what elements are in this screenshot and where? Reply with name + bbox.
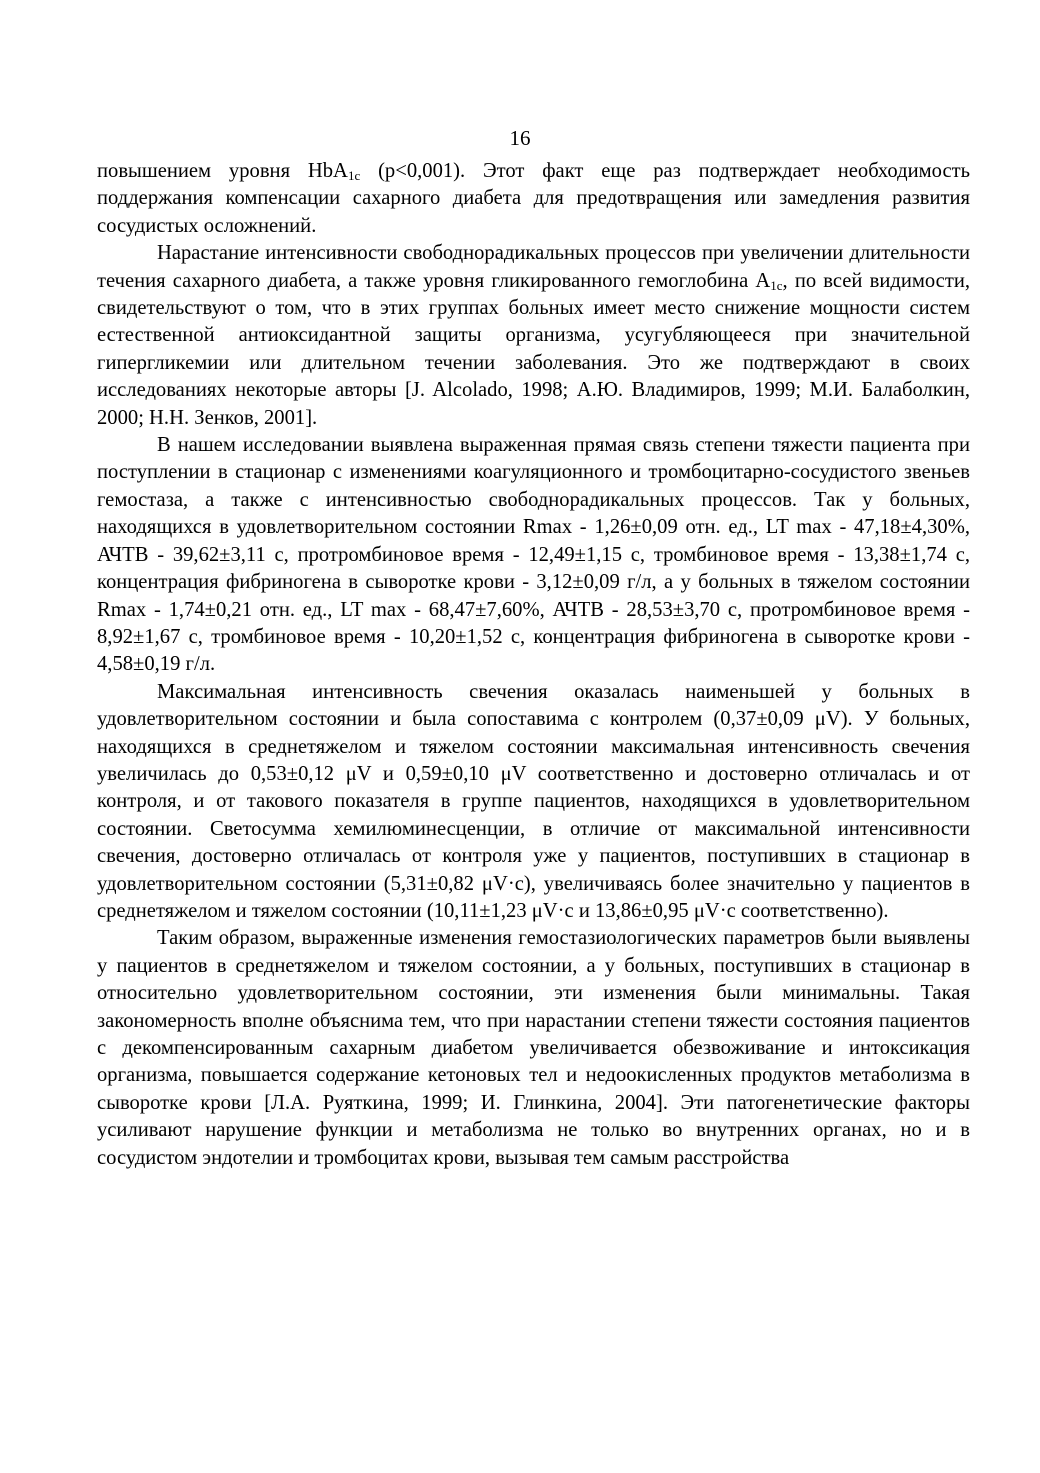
subscript-1c: 1с <box>770 277 783 293</box>
paragraph-1-text-b: (p<0,001). Этот факт еще раз подтверждает необходимость поддержания компенсации сахарного диабета для предотвращения или замедления развития сосудистых осложнений. <box>97 160 970 237</box>
paragraph-2-text-b: , по всей видимости, свидетельствуют о том, что в этих группах больных имеет место снижение мощности систем естественной антиоксидантной защиты организма, усугубляющееся при значительной гипергликемии или длительном течении заболевания. Это же подтверждают в своих исследованиях некоторые авторы [J. Alcolado, 1998; А.Ю. Владимиров, 1999; М.И. Балаболкин, 2000; Н.Н. Зенков, 2001]. <box>97 269 970 429</box>
paragraph-5: Таким образом, выраженные изменения гемостазиологических параметров были выявлены у пациентов в среднетяжелом и тяжелом состоянии, а у больных, поступивших в стационар в относительно удовлетворительном состоянии, эти изменения были минимальны. Такая закономерность вполне объяснима тем, что при нарастании степени тяжести состояния пациентов с декомпенсированным сахарным диабетом увеличивается обезвоживание и интоксикация организма, повышается содержание кетоновых тел и недоокисленных продуктов метаболизма в сыворотке крови [Л.А. Руяткина, 1999; И. Глинкина, 2004]. Эти патогенетические факторы усиливают нарушение функции и метаболизма не только во внутренних органах, но и в сосудистом эндотелии и тромбоцитах крови, вызывая тем самым расстройства <box>97 927 970 1169</box>
document-body <box>97 158 970 1172</box>
paragraph-2 <box>97 240 970 432</box>
paragraph-3: В нашем исследовании выявлена выраженная прямая связь степени тяжести пациента при поступлении в стационар с изменениями коагуляционного и тромбоцитарно-сосудистого звеньев гемостаза, а также с интенсивностью свободнорадикальных процессов. Так у больных, находящихся в удовлетворительном состоянии Rmax - 1,26±0,09 отн. ед., LT max - 47,18±4,30%, АЧТВ - 39,62±3,11 с, протромбиновое время - 12,49±1,15 с, тромбиновое время - 13,38±1,74 с, концентрация фибриногена в сыворотке крови - 3,12±0,09 г/л, а у больных в тяжелом состоянии Rmax - 1,74±0,21 отн. ед., LT max - 68,47±7,60%, АЧТВ - 28,53±3,70 с, протромбиновое время - 8,92±1,67 с, тромбиновое время - 10,20±1,52 с, концентрация фибриногена в сыворотке крови - 4,58±0,19 г/л. <box>97 434 970 676</box>
paragraph-1 <box>97 158 970 240</box>
subscript-1c: 1c <box>347 168 361 183</box>
page-number: 16 <box>509 126 531 150</box>
paragraph-1-text-a: повышением уровня HbA <box>97 160 348 182</box>
paragraph-2-text-a: Нарастание интенсивности свободнорадикальных процессов при увеличении длительности течения сахарного диабета, а также уровня гликированного гемоглобина А <box>97 242 970 292</box>
paragraph-4: Максимальная интенсивность свечения оказалась наименьшей у больных в удовлетворительном состоянии и была сопоставима с контролем (0,37±0,09 μV). У больных, находящихся в среднетяжелом и тяжелом состоянии максимальная интенсивность свечения увеличилась до 0,53±0,12 μV и 0,59±0,10 μV соответственно и достоверно отличалась и от контроля, и от такового показателя в группе пациентов, находящихся в удовлетворительном состоянии. Светосумма хемилюминесценции, в отличие от максимальной интенсивности свечения, достоверно отличалась от контроля уже у пациентов, поступивших в стационар в удовлетворительном состоянии (5,31±0,82 μV·с), увеличиваясь более значительно у пациентов в среднетяжелом и тяжелом состоянии (10,11±1,23 μV·с и 13,86±0,95 μV·с соответственно). <box>97 680 970 922</box>
